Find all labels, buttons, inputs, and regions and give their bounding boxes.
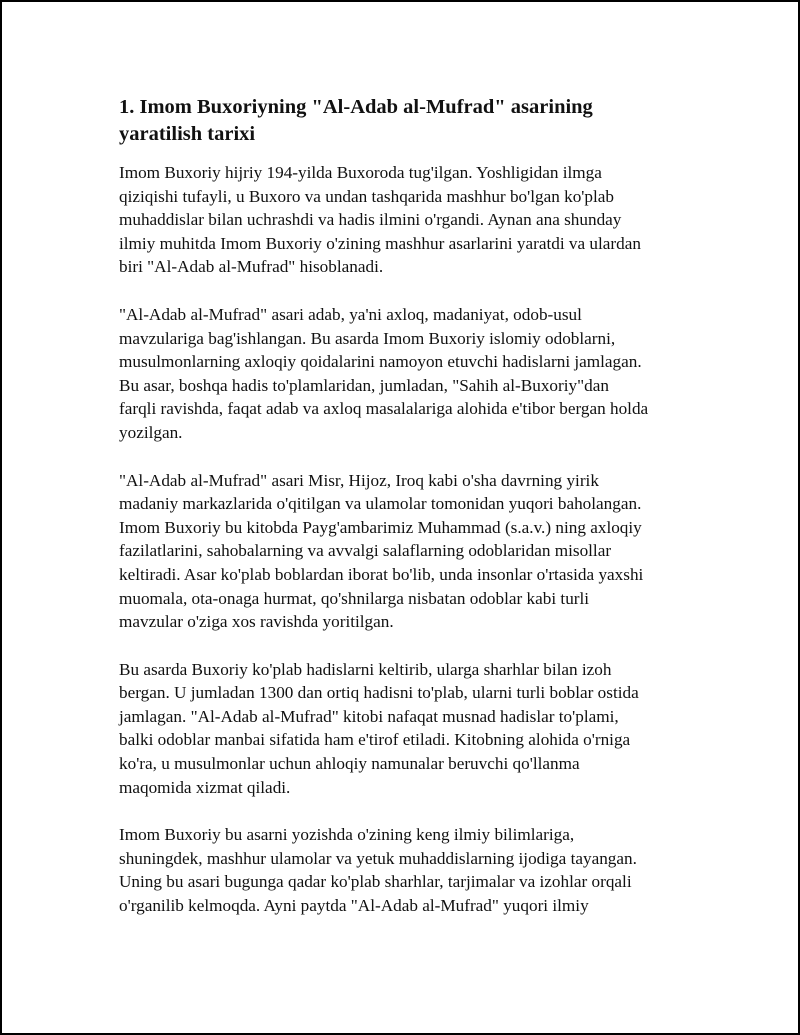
text-line: ko'ra, u musulmonlar uchun ahloqiy namunalar beruvchi qo'llanma xyxy=(119,754,580,774)
text-line: farqli ravishda, faqat adab va axloq masalalariga alohida e'tibor bergan holda xyxy=(119,399,649,419)
text-line: mavzular o'ziga xos ravishda yoritilgan. xyxy=(119,612,394,632)
text-line: "Al-Adab al-Mufrad" asari Misr, Hijoz, Iroq kabi o'sha davrning yirik xyxy=(119,470,599,490)
text-line: balki odoblar manbai sifatida ham e'tirof etiladi. Kitobning alohida o'rniga xyxy=(119,730,631,750)
paragraph-5 xyxy=(119,823,704,917)
text-line: Imom Buxoriy bu kitobda Payg'ambarimiz Muhammad (s.a.v.) ning axloqiy xyxy=(119,517,642,537)
text-line: bergan. U jumladan 1300 dan ortiq hadisni to'plab, ularni turli boblar ostida xyxy=(119,683,639,703)
heading-line: 1. Imom Buxoriyning "Al-Adab al-Mufrad" asarining xyxy=(119,96,593,118)
text-line: maqomida xizmat qiladi. xyxy=(119,777,291,797)
text-line: jamlagan. "Al-Adab al-Mufrad" kitobi nafaqat musnad hadislar to'plami, xyxy=(119,706,619,726)
text-line: keltiradi. Asar ko'plab boblardan iborat bo'lib, unda insonlar o'rtasida yaxshi xyxy=(119,564,644,584)
section-heading xyxy=(119,94,704,148)
text-line: muomala, ota-onaga hurmat, qo'shnilarga nisbatan odoblar kabi turli xyxy=(119,588,590,608)
text-line: biri "Al-Adab al-Mufrad" hisoblanadi. xyxy=(119,257,384,277)
text-line: madaniy markazlarida o'qitilgan va ulamolar tomonidan yuqori baholangan. xyxy=(119,494,642,514)
text-line: shuningdek, mashhur ulamolar va yetuk muhaddislarning ijodiga tayangan. xyxy=(119,848,637,868)
text-line: o'rganilib kelmoqda. Ayni paytda "Al-Adab al-Mufrad" yuqori ilmiy xyxy=(119,896,589,916)
text-line: fazilatlarini, sahobalarning va avvalgi salaflarning odoblaridan misollar xyxy=(119,541,612,561)
text-line: Bu asar, boshqa hadis to'plamlaridan, jumladan, "Sahih al-Buxoriy"dan xyxy=(119,375,609,395)
paragraph-4 xyxy=(119,658,704,800)
text-line: musulmonlarning axloqiy qoidalarini namoyon etuvchi hadislarni jamlagan. xyxy=(119,352,642,372)
text-line: "Al-Adab al-Mufrad" asari adab, ya'ni axloq, madaniyat, odob-usul xyxy=(119,304,582,324)
text-line: ilmiy muhitda Imom Buxoriy o'zining mashhur asarlarini yaratdi va ulardan xyxy=(119,233,641,253)
text-line: mavzulariga bag'ishlangan. Bu asarda Imom Buxoriy islomiy odoblarni, xyxy=(119,328,616,348)
heading-line: yaratilish tarixi xyxy=(119,123,256,145)
text-line: qiziqishi tufayli, u Buxoro va undan tashqarida mashhur bo'lgan ko'plab xyxy=(119,186,614,206)
text-line: Uning bu asari bugunga qadar ko'plab sharhlar, tarjimalar va izohlar orqali xyxy=(119,872,632,892)
text-line: yozilgan. xyxy=(119,422,183,442)
paragraph-1 xyxy=(119,161,704,279)
text-line: Bu asarda Buxoriy ko'plab hadislarni keltirib, ularga sharhlar bilan izoh xyxy=(119,659,612,679)
paragraph-2 xyxy=(119,303,704,445)
paragraph-3 xyxy=(119,469,704,634)
text-line: Imom Buxoriy bu asarni yozishda o'zining keng ilmiy bilimlariga, xyxy=(119,825,575,845)
text-line: muhaddislar bilan uchrashdi va hadis ilmini o'rgandi. Aynan ana shunday xyxy=(119,210,622,230)
document-content xyxy=(119,94,704,942)
text-line: Imom Buxoriy hijriy 194-yilda Buxoroda tug'ilgan. Yoshligidan ilmga xyxy=(119,163,602,182)
